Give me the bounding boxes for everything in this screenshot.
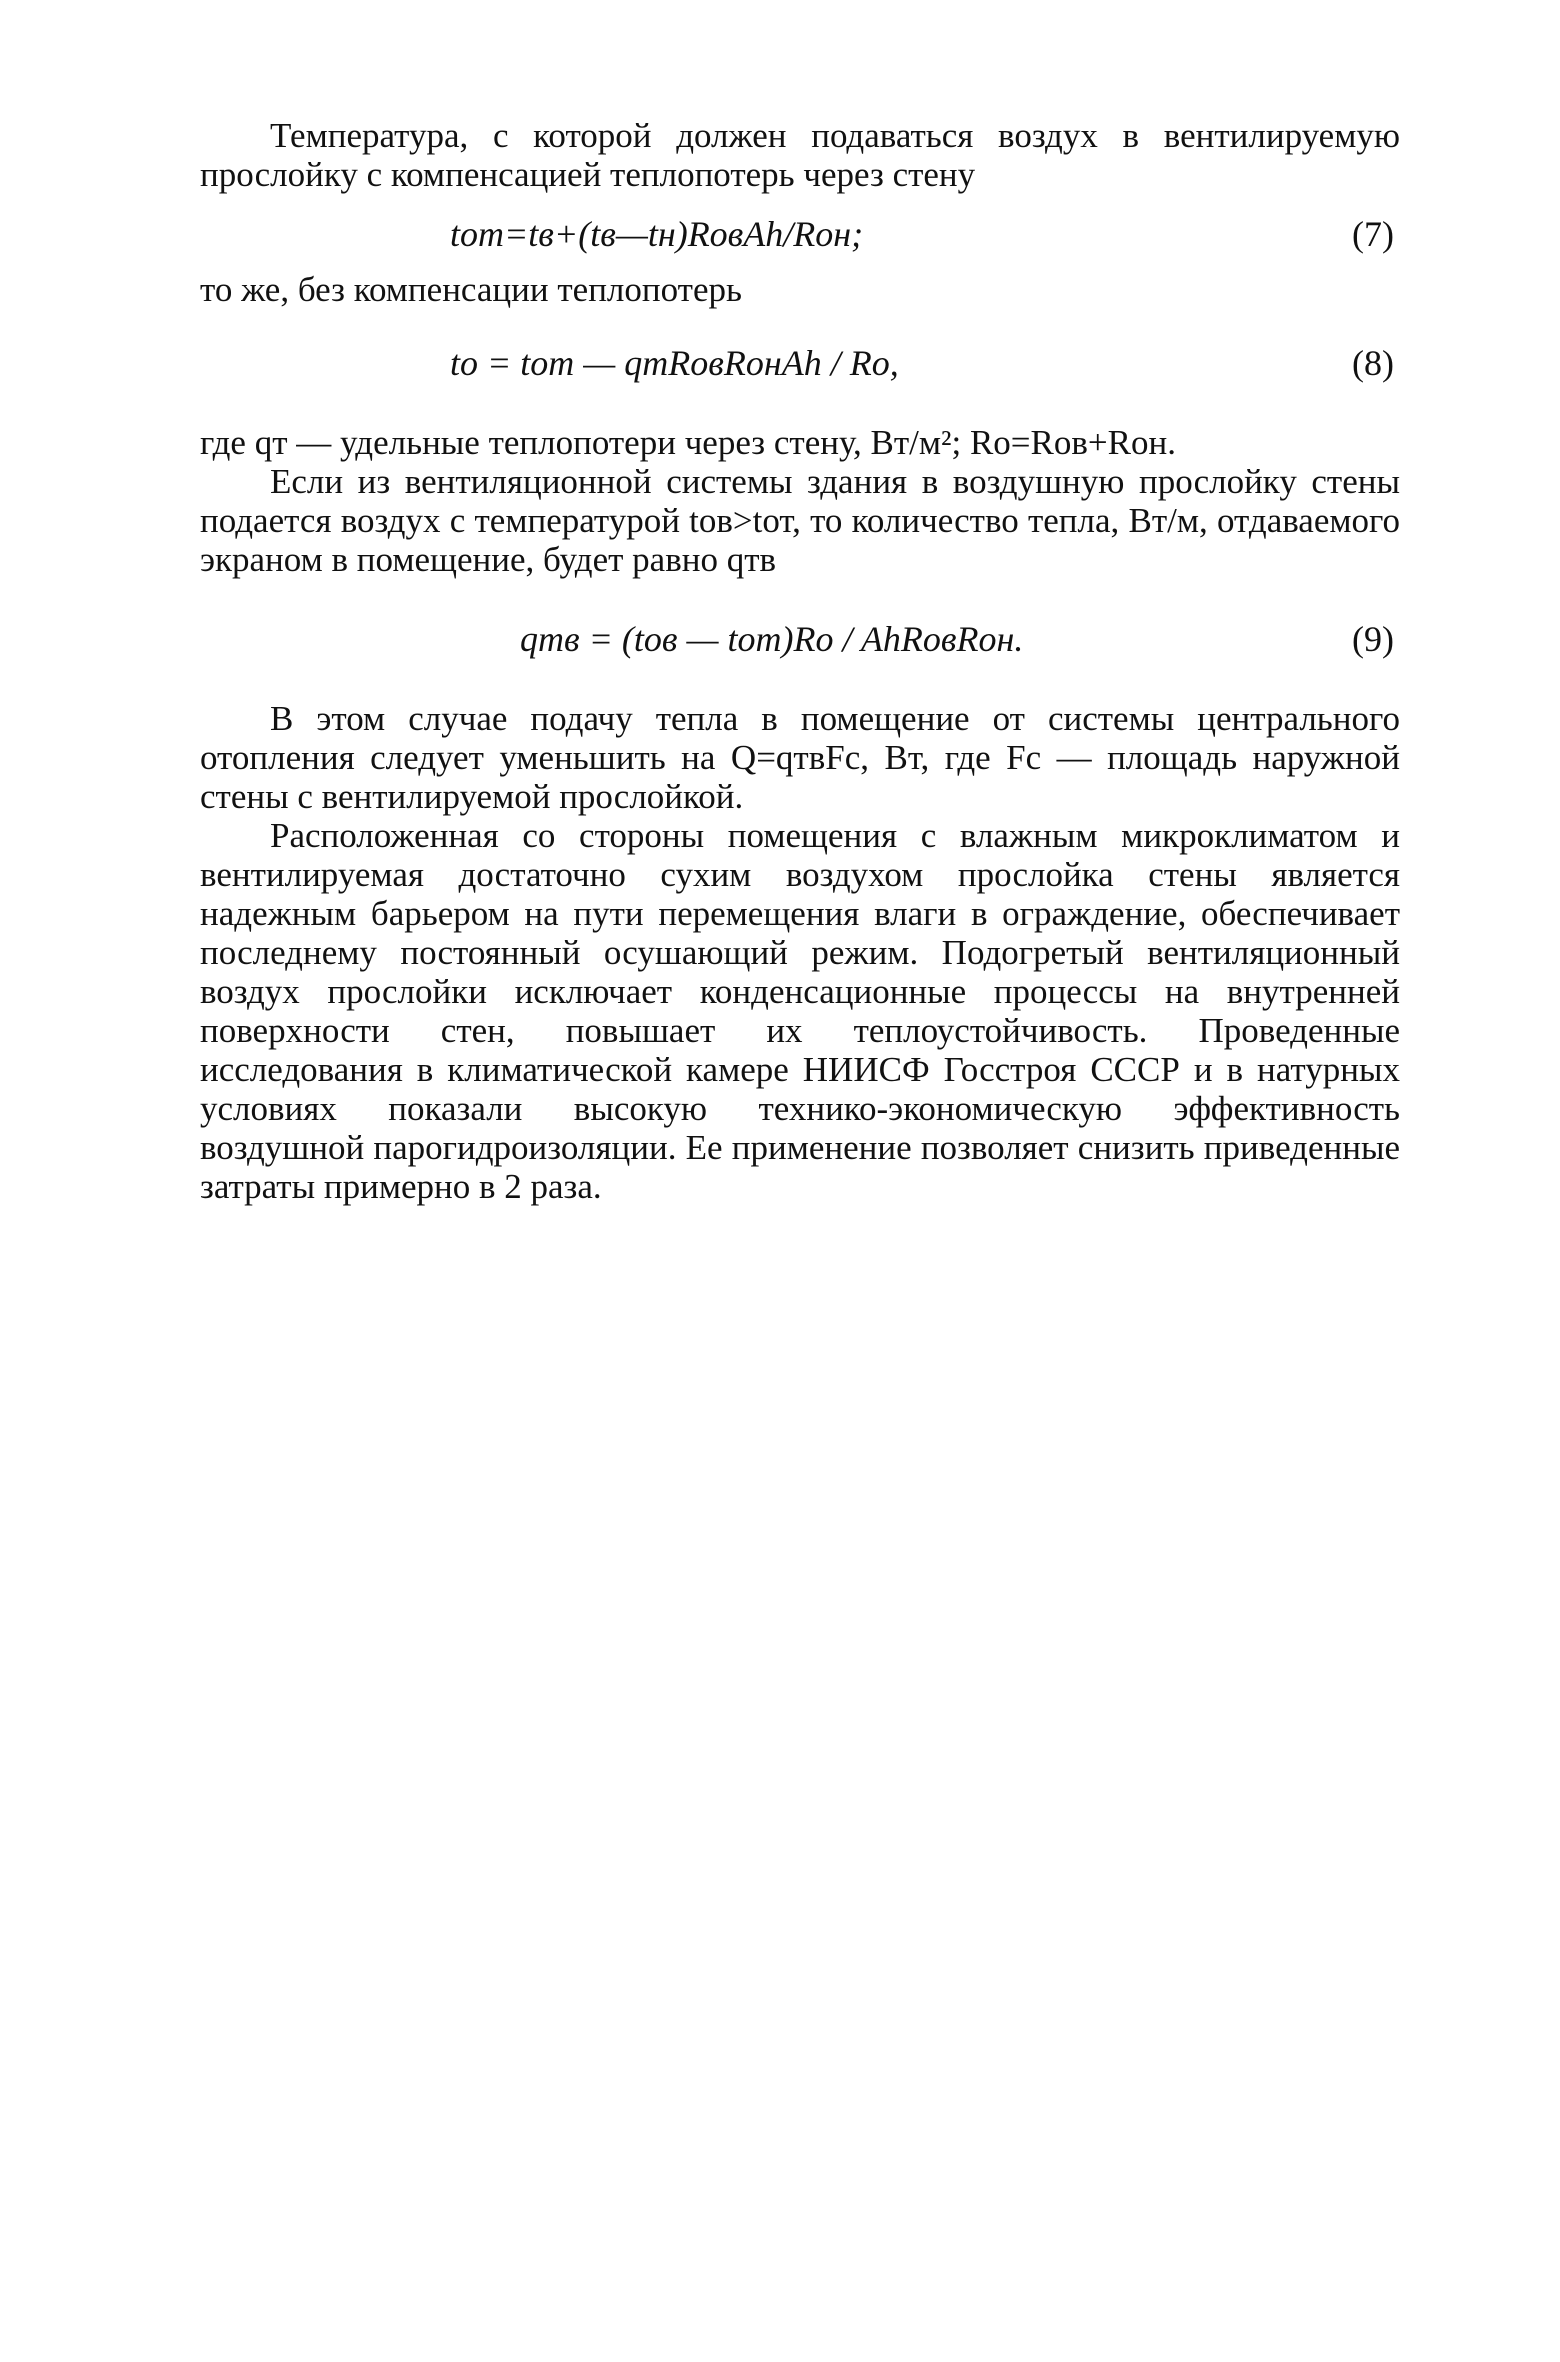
equation-9 bbox=[200, 613, 1400, 665]
equation-8-number: (8) bbox=[1352, 343, 1394, 383]
paragraph-located: Расположенная со стороны помещения с влажным микроклиматом и вентилируемая достаточно сухим воздухом прослойка стены является надежным барьером на пути перемещения влаги в ограждение, обеспечивает последнему постоянный осушающий режим. Подогретый вентиляционный воздух прослойки исключает конденсационные процессы на внутренней поверхности стен, повышает их теплоустойчивость. Проведенные исследования в климатической камере НИИСФ Госстроя СССР и в натурных условиях показали высокую технико-экономическую эффективность воздушной парогидроизоляции. Ее применение позволяет снизить приведенные затраты примерно в 2 раза. bbox=[200, 816, 1400, 1206]
equation-7-formula: tот=tв+(tв—tн)RовAh/Rон; bbox=[450, 214, 864, 254]
equation-8 bbox=[200, 337, 1400, 389]
equation-9-formula: qтв = (tов — tот)Ro / AhRовRон. bbox=[520, 619, 1024, 659]
body-text bbox=[200, 116, 1400, 1206]
equation-7 bbox=[200, 208, 1400, 260]
paragraph-in-case: В этом случае подачу тепла в помещение от системы центрального отопления следует уменьшить на Q=qтвFс, Вт, где Fс — площадь наружной стены с вентилируемой прослойкой. bbox=[200, 699, 1400, 816]
equation-7-number: (7) bbox=[1352, 214, 1394, 254]
paragraph-if-air: Если из вентиляционной системы здания в воздушную прослойку стены подается воздух с температурой tов>tот, то количество тепла, Вт/м, отдаваемого экраном в помещение, будет равно qтв bbox=[200, 462, 1400, 579]
paragraph-same-without: то же, без компенсации теплопотерь bbox=[200, 270, 742, 309]
equation-8-formula: to = tот — qтRовRонAh / Ro, bbox=[450, 343, 899, 383]
equation-9-number: (9) bbox=[1352, 619, 1394, 659]
paragraph-intro: Температура, с которой должен подаваться воздух в вентилируемую прослойку с компенсацией теплопотерь через стену bbox=[200, 116, 1400, 194]
paragraph-where: где qт — удельные теплопотери через стену, Вт/м²; Rо=Rов+Rон. bbox=[200, 423, 1176, 462]
